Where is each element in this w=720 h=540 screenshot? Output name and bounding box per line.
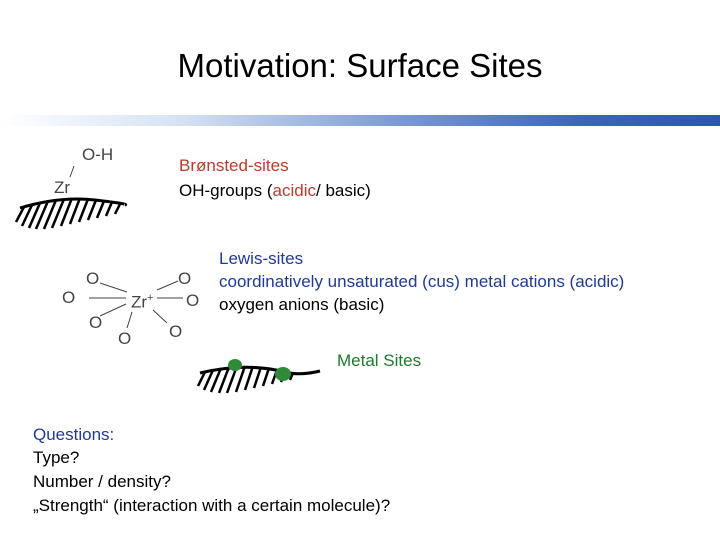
oxygen-atom-label: O	[186, 291, 200, 310]
bronsted-heading: Brønsted-sites	[179, 156, 289, 175]
lewis-line-1: coordinatively unsaturated (cus) metal cations (acidic)	[219, 272, 625, 291]
lewis-line-2: oxygen anions (basic)	[219, 295, 385, 314]
zr-atom-label: Zr	[54, 178, 71, 197]
question-item: „Strength“ (interaction with a certain molecule)?	[33, 496, 391, 515]
bronsted-surface	[16, 166, 126, 229]
oxygen-atom-label: O	[89, 313, 103, 332]
oxygen-atom-label: O	[118, 329, 132, 348]
zr-cation-label: Zr+	[131, 292, 154, 312]
lewis-heading: Lewis-sites	[219, 249, 304, 268]
questions-heading: Questions:	[33, 425, 115, 444]
oxygen-atom-label: O	[178, 269, 192, 288]
metal-heading: Metal Sites	[337, 351, 422, 370]
oh-group-label: O-H	[82, 145, 114, 164]
question-item: Number / density?	[33, 472, 171, 491]
slide-title: Motivation: Surface Sites	[177, 47, 543, 84]
metal-particle	[275, 367, 291, 381]
question-item: Type?	[33, 448, 80, 467]
metal-particle	[228, 359, 242, 371]
bronsted-description: OH-groups (acidic/ basic)	[179, 181, 371, 200]
oxygen-atom-label: O	[86, 269, 100, 288]
zr-cation-charge: +	[147, 292, 154, 304]
metal-surface	[198, 359, 320, 393]
acidic-highlight: acidic	[272, 181, 316, 200]
oxygen-atom-label: O	[62, 288, 76, 307]
oxygen-atom-label: O	[169, 322, 183, 341]
